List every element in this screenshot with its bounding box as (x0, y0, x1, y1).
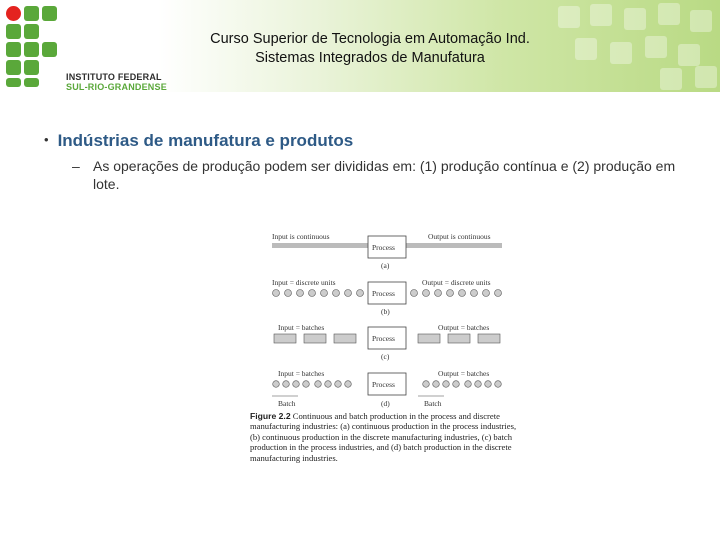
course-title: Curso Superior de Tecnologia em Automação Ind. (210, 31, 530, 47)
bullet-heading (44, 131, 353, 151)
figure-caption-label: Figure 2.2 (250, 411, 291, 421)
d-output-units (423, 381, 502, 388)
b-input-label: Input = discrete units (272, 278, 336, 287)
a-input-label: Input is continuous (272, 232, 330, 241)
c-input-label: Input = batches (278, 323, 325, 332)
c-output-label: Output = batches (438, 323, 490, 332)
course-subtitle: Sistemas Integrados de Manufatura (255, 50, 485, 66)
b-input-units (273, 290, 364, 297)
institute-logo (4, 4, 167, 92)
d-batch-right: Batch (424, 399, 442, 408)
bullet-dot: • (44, 132, 49, 147)
figure-caption-text: Continuous and batch production in the process and discrete manufacturing industries: (a) continuous production in the process industries, (b) continuous production in the discrete manufacturing industries, (c) batch production in the process industries, and (d) batch production in the discrete manufacturing industries. (250, 411, 517, 463)
b-process-label: Process (372, 289, 395, 298)
sub-bullet-text: As operações de produção podem ser divididas em: (1) produção contínua e (2) produção em lote. (93, 158, 676, 192)
figure-caption (250, 411, 525, 463)
sub-bullet (72, 157, 692, 193)
c-input-batches (274, 334, 356, 343)
a-input-stream (272, 243, 368, 248)
logo-text-instituto: INSTITUTO FEDERAL (66, 72, 162, 82)
logo-red-dot (6, 6, 21, 21)
b-output-label: Output = discrete units (422, 278, 491, 287)
d-batch-left: Batch (278, 399, 296, 408)
c-caption-letter: (c) (381, 352, 390, 361)
c-output-batches (418, 334, 500, 343)
production-diagram (268, 230, 508, 415)
d-caption-letter: (d) (381, 399, 390, 408)
d-input-units (273, 381, 352, 388)
d-output-label: Output = batches (438, 369, 490, 378)
a-output-stream (406, 243, 502, 248)
a-output-label: Output is continuous (428, 232, 491, 241)
d-process-label: Process (372, 380, 395, 389)
c-process-label: Process (372, 334, 395, 343)
b-caption-letter: (b) (381, 307, 390, 316)
sub-dash: – (72, 158, 80, 174)
logo-text-sul: SUL-RIO-GRANDENSE (66, 82, 167, 92)
b-output-units (411, 290, 502, 297)
d-input-label: Input = batches (278, 369, 325, 378)
bullet-text: Indústrias de manufatura e produtos (57, 131, 354, 150)
a-process-label: Process (372, 243, 395, 252)
a-caption-letter: (a) (381, 261, 390, 270)
